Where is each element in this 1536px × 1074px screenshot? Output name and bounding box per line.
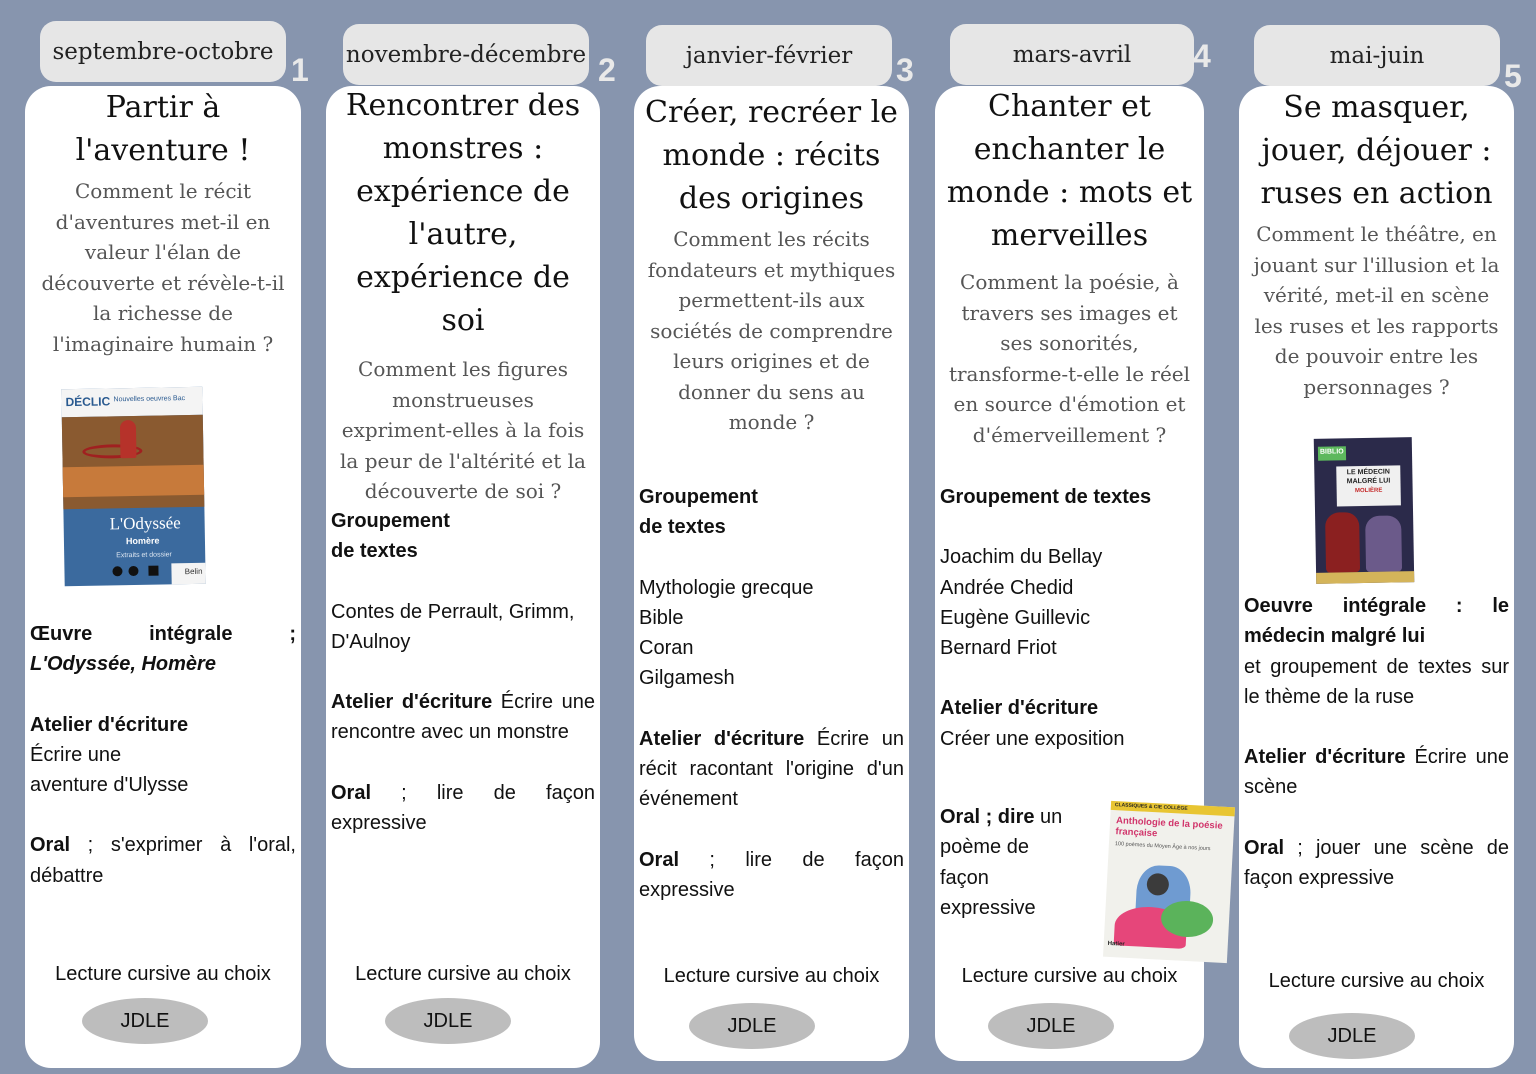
oeuvre-text: et groupement de textes sur le thème de la ruse (1244, 655, 1509, 708)
jdle-button[interactable]: JDLE (689, 1003, 815, 1049)
groupement-text: Contes de Perrault, Grimm, D'Aulnoy (331, 600, 575, 653)
lecture-cursive: Lecture cursive au choix (663, 965, 880, 987)
groupement-label: Groupement de textes (940, 486, 1152, 508)
period-number: 5 (1504, 58, 1522, 94)
oral-label: Oral (1244, 836, 1285, 859)
groupement-item: Gilgamesh (639, 667, 735, 690)
sequence-card-4 (935, 86, 1223, 1061)
sequence-question: Comment le théâtre, en jouant sur l'illusion et la vérité, met-il en scène les ruses et les rapports de pouvoir entre les personnages ? (1253, 222, 1500, 399)
atelier-label: Atelier d'écriture (940, 697, 1099, 720)
sequence-card-1 (25, 86, 301, 1068)
tab-label: novembre-décembre (345, 41, 587, 68)
sequence-question: Comment les figures monstrueuses expriment-elles à la fois la peur de l'altérité et la découverte de soi ? (340, 357, 586, 503)
period-number: 2 (598, 52, 616, 88)
oral-text: ; lire de façon expressive (331, 781, 595, 835)
atelier-text: Écrire un récit racontant l'origine d'un événement (639, 727, 904, 811)
lecture-cursive: Lecture cursive au choix (961, 965, 1178, 987)
tab-septembre-octobre[interactable] (40, 21, 286, 82)
tab-label: janvier-février (685, 42, 853, 69)
oral-label: Oral (331, 781, 372, 804)
sequence-title: Se masquer, jouer, déjouer : ruses en action (1260, 90, 1493, 211)
oral-text: ; lire de façon expressive (639, 848, 904, 901)
groupement-label: Groupement de textes (331, 510, 450, 563)
book-cover-medecin: BIBLIO LE MÉDECIN MALGRÉ LUI MOLIÈRE (1314, 437, 1415, 584)
tab-novembre-decembre[interactable] (343, 24, 589, 85)
groupement-item: Andrée Chedid (940, 576, 1074, 599)
oral-label: Oral (639, 848, 680, 871)
sequence-card-5 (1239, 86, 1514, 1068)
atelier-label: Atelier d'écriture (331, 691, 493, 714)
lecture-cursive: Lecture cursive au choix (1268, 970, 1485, 992)
period-number: 1 (291, 52, 309, 88)
oeuvre-title: L'Odyssée, Homère (30, 653, 216, 676)
groupement-item: Coran (639, 637, 694, 660)
period-number: 4 (1193, 38, 1211, 74)
oral-label: Oral (30, 834, 71, 857)
oeuvre-label: Oeuvre intégrale : le médecin malgré lui (1244, 595, 1509, 648)
period-number: 3 (896, 52, 914, 88)
sequence-question: Comment les récits fondateurs et mythiques permettent-ils aux sociétés de comprendre leurs origines et de donner du sens au monde ? (647, 227, 896, 434)
jdle-button[interactable]: JDLE (1289, 1013, 1415, 1059)
atelier-text: Écrire une scène (1244, 746, 1509, 799)
jdle-button[interactable]: JDLE (385, 998, 511, 1044)
atelier-label: Atelier d'écriture (1244, 746, 1406, 769)
sequence-question: Comment le récit d'aventures met-il en valeur l'élan de découverte et révèle-t-il la richesse de l'imaginaire humain ? (41, 179, 285, 356)
sequence-card-3 (634, 86, 909, 1061)
tab-label: septembre-octobre (52, 38, 274, 65)
tab-label: mars-avril (1012, 41, 1132, 68)
groupement-item: Bernard Friot (940, 637, 1057, 660)
lecture-cursive: Lecture cursive au choix (355, 963, 571, 985)
tab-label: mai-juin (1329, 42, 1425, 69)
groupement-item: Bible (639, 606, 684, 629)
oral-text: ; jouer une scène de façon expressive (1244, 836, 1509, 890)
groupement-item: Eugène Guillevic (940, 606, 1091, 629)
tab-mars-avril[interactable] (950, 24, 1194, 85)
sequence-title: Partir à l'aventure ! (75, 90, 251, 168)
atelier-text: Écrire une rencontre avec un monstre (331, 691, 595, 744)
atelier-label: Atelier d'écriture (639, 727, 805, 750)
sequence-card-2 (326, 86, 600, 1068)
tab-mai-juin[interactable] (1254, 25, 1500, 86)
lecture-cursive: Lecture cursive au choix (55, 963, 271, 985)
oeuvre-label: Œuvre intégrale ; (30, 623, 296, 645)
groupement-item: Mythologie grecque (639, 576, 814, 599)
atelier-label: Atelier d'écriture (30, 713, 189, 736)
jdle-button[interactable]: JDLE (988, 1003, 1114, 1049)
jdle-button[interactable]: JDLE (82, 998, 208, 1044)
sequence-question: Comment la poésie, à travers ses images et ses sonorités, transforme-t-elle le réel en source d'émotion et d'émerveillement ? (948, 270, 1191, 447)
oral-text: ; s'exprimer à l'oral, débattre (30, 834, 296, 887)
oral-label: Oral ; dire (940, 806, 1035, 829)
sequence-title: Chanter et enchanter le monde : mots et merveilles (946, 89, 1193, 253)
sequence-title: Rencontrer des monstres : expérience de l'autre, expérience de soi (345, 88, 581, 338)
groupement-label: Groupement de textes (639, 486, 758, 539)
oral-text: un poème de façon expressive (940, 806, 1063, 919)
sequence-title: Créer, recréer le monde : récits des origines (645, 95, 898, 216)
atelier-text: Écrire une aventure d'Ulysse (30, 743, 189, 797)
book-cover-anthologie: CLASSIQUES & CIE COLLÈGE Anthologie de la poésie française 100 poèmes du Moyen Âge à nos jours Hatier (1103, 801, 1235, 963)
book-cover-odyssee: DÉCLIC Nouvelles oeuvres Bac L'Odyssée Homère Extraits et dossier Belin (61, 387, 205, 586)
groupement-item: Joachim du Bellay (940, 546, 1103, 569)
tab-janvier-fevrier[interactable] (646, 25, 892, 86)
atelier-text: Créer une exposition (940, 727, 1125, 750)
